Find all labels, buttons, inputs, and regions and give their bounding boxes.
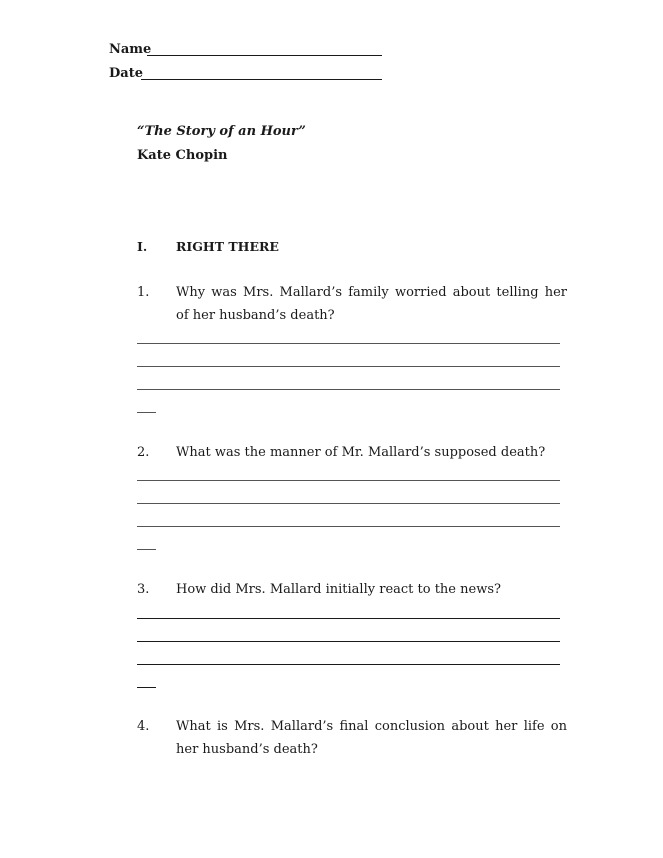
answer-3-line-4[interactable] xyxy=(137,687,156,688)
story-title: “The Story of an Hour” xyxy=(137,124,306,139)
answer-3-line-1[interactable] xyxy=(137,618,560,619)
answer-2-line-3[interactable] xyxy=(137,526,560,527)
section-number: I. xyxy=(137,239,148,254)
question-1-number: 1. xyxy=(137,285,150,300)
answer-3-line-2[interactable] xyxy=(137,641,560,642)
answer-1-line-1[interactable] xyxy=(137,343,560,344)
answer-3-line-3[interactable] xyxy=(137,664,560,665)
answer-2-line-1[interactable] xyxy=(137,480,560,481)
question-1-text: Why was Mrs. Mallard’s family worried about telling her of her husband’s death? xyxy=(176,285,567,323)
question-4-number: 4. xyxy=(137,719,150,734)
answer-2-line-2[interactable] xyxy=(137,503,560,504)
question-4-text: What is Mrs. Mallard’s final conclusion about her life on her husband’s death? xyxy=(176,719,567,757)
name-field[interactable] xyxy=(147,55,382,56)
date-label: Date xyxy=(109,66,143,81)
section-title: RIGHT THERE xyxy=(176,239,279,254)
date-field[interactable] xyxy=(141,79,382,80)
answer-2-line-4[interactable] xyxy=(137,549,156,550)
answer-1-line-4[interactable] xyxy=(137,412,156,413)
answer-1-line-3[interactable] xyxy=(137,389,560,390)
question-3-number: 3. xyxy=(137,582,150,597)
answer-1-line-2[interactable] xyxy=(137,366,560,367)
story-author: Kate Chopin xyxy=(137,148,228,163)
name-label: Name xyxy=(109,42,152,57)
question-2-text: What was the manner of Mr. Mallard’s supposed death? xyxy=(176,445,546,460)
question-3-text: How did Mrs. Mallard initially react to the news? xyxy=(176,582,501,597)
question-2-number: 2. xyxy=(137,445,150,460)
